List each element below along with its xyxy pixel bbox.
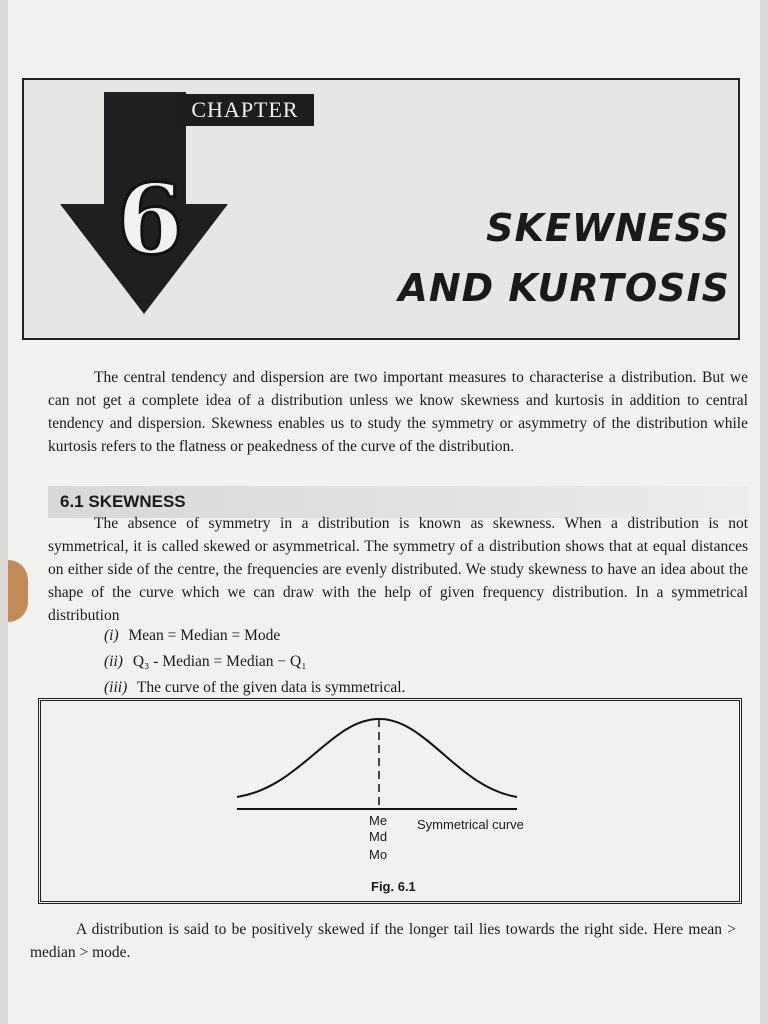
label-mean: Me	[369, 813, 388, 828]
list-item-number: (iii)	[104, 679, 128, 696]
bell-curve	[237, 719, 517, 797]
label-median: Md	[369, 829, 388, 844]
list-item	[104, 624, 280, 648]
list-item	[104, 650, 307, 674]
intro-paragraph: The central tendency and dispersion are two important measures to characterise a distribution. But we can not get a complete idea of a distribution unless we know skewness and kurtosis in addition to central tendency and dispersion. Skewness enables us to study the symmetry or asymmetry of the distribution while kurtosis refers to the flatness or peakedness of the curve of the distribution.	[48, 369, 748, 455]
figure-6-1	[38, 698, 742, 904]
list-item	[104, 676, 405, 700]
skewness-paragraph: The absence of symmetry in a distribution is known as skewness. When a distribution is not symmetrical, it is called skewed or asymmetrical. The symmetry of a distribution shows that at equal distances on either side of the centre, the frequencies are evenly distributed. We study skewness to have an idea about the shape of the curve which we can draw with the help of given frequency distribution. In a symmetrical distribution	[48, 515, 748, 624]
list-item-number: (i)	[104, 627, 119, 644]
chapter-number: 6	[116, 163, 184, 276]
list-item-text: Q₃ - Median = Median − Q₁	[132, 653, 307, 670]
chapter-title-line2: AND KURTOSIS	[398, 266, 730, 310]
thumb	[8, 560, 28, 622]
figure-caption: Fig. 6.1	[371, 879, 416, 894]
section-heading: 6.1 SKEWNESS	[48, 486, 748, 518]
chapter-label: CHAPTER	[176, 94, 314, 126]
chapter-title-line1: SKEWNESS	[486, 206, 730, 250]
label-mode: Mo	[369, 847, 388, 862]
closing-paragraph: A distribution is said to be positively skewed if the longer tail lies towards the right side. Here mean > median > mode.	[30, 921, 736, 961]
label-symmetrical-curve: Symmetrical curve	[417, 817, 524, 832]
list-item-text: The curve of the given data is symmetrical.	[136, 679, 406, 696]
book-page	[8, 0, 760, 1024]
symmetrical-curve-diagram	[41, 701, 739, 901]
list-item-text: Mean = Median = Mode	[128, 627, 281, 644]
list-item-number: (ii)	[104, 653, 123, 670]
